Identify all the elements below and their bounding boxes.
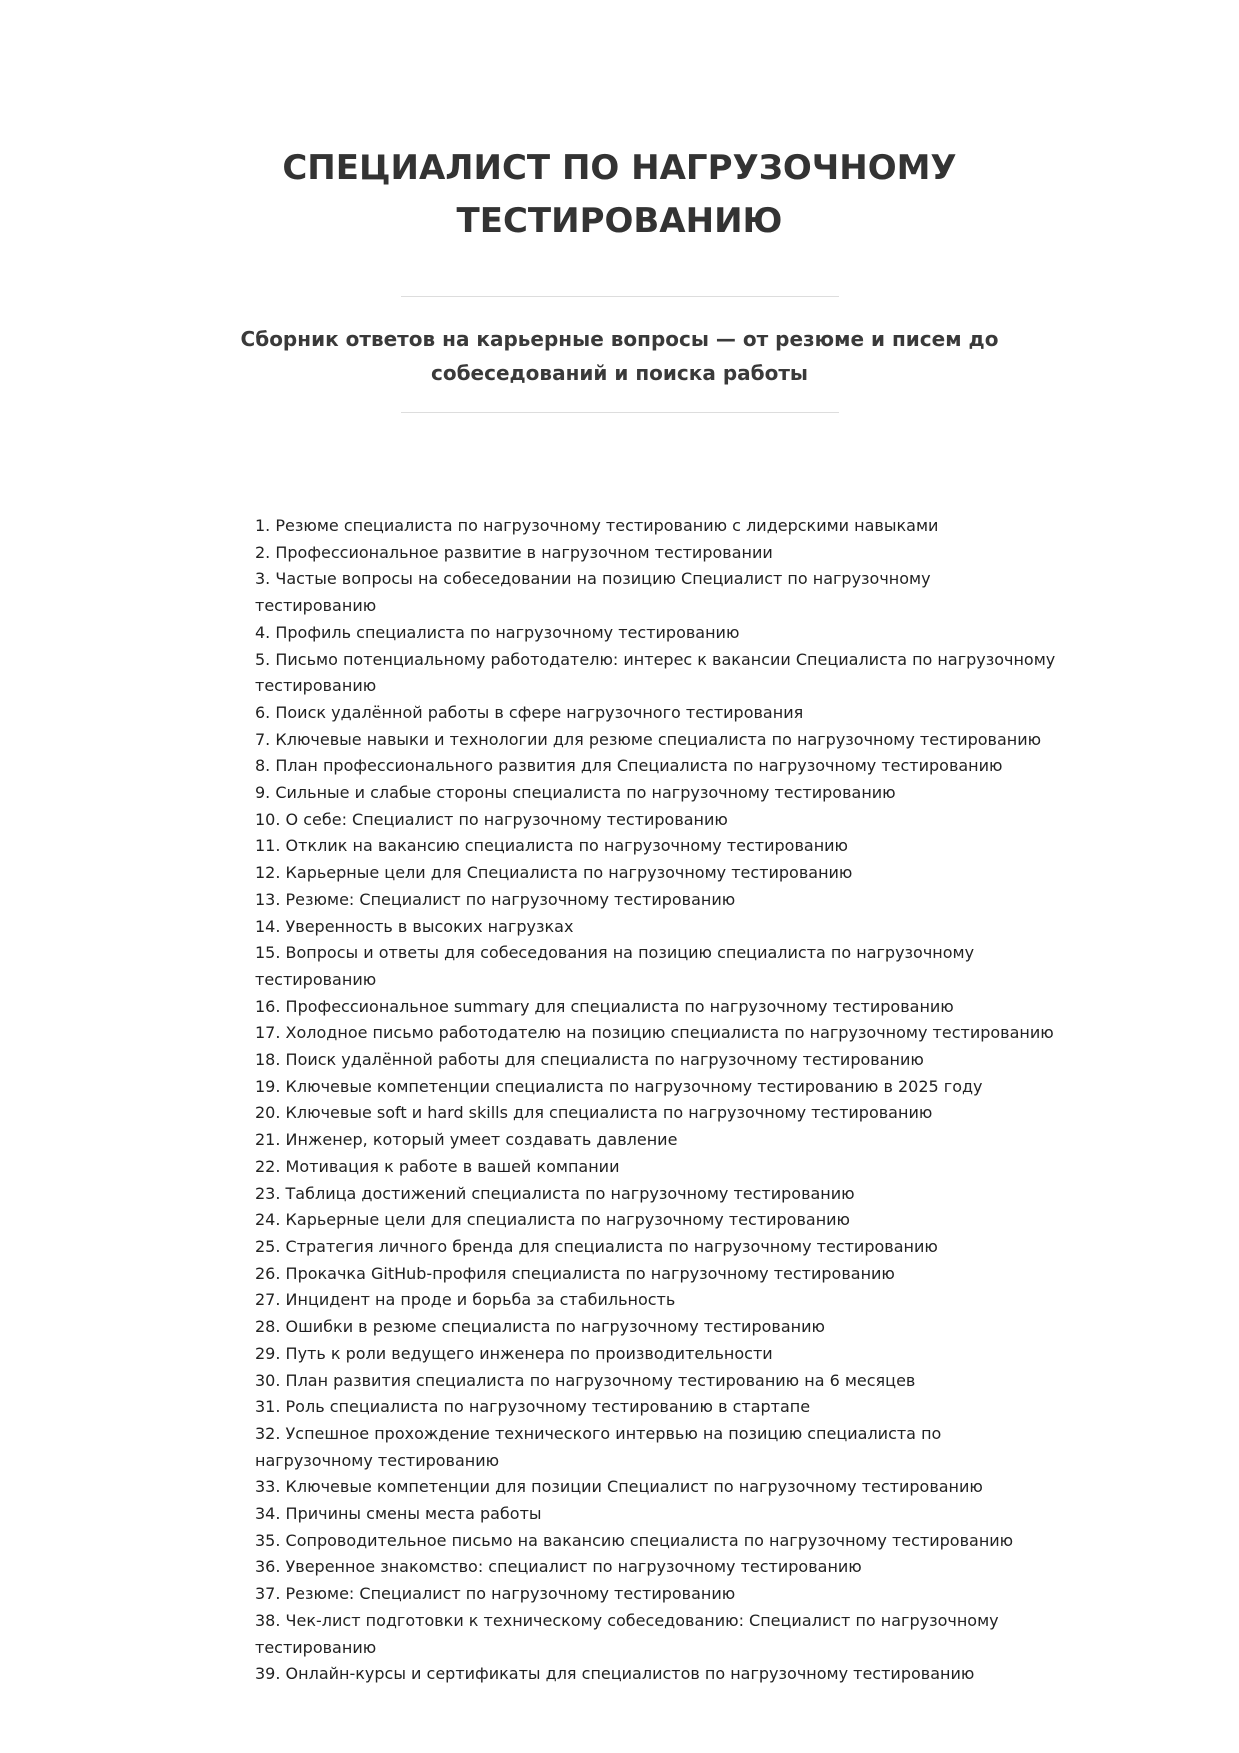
toc-item-line: 2. Профессиональное развитие в нагрузочном тестировании [255, 542, 773, 562]
toc-item-line: 39. Онлайн-курсы и сертификаты для специалистов по нагрузочному тестированию [255, 1664, 975, 1684]
toc-item-line: 10. О себе: Специалист по нагрузочному тестированию [255, 809, 728, 829]
toc-item-line: 37. Резюме: Специалист по нагрузочному тестированию [255, 1584, 736, 1604]
toc-item [255, 1207, 1000, 1234]
title-line-1: СПЕЦИАЛИСТ ПО НАГРУЗОЧНОМУ [282, 148, 957, 188]
toc-item-line: 16. Профессиональное summary для специалиста по нагрузочному тестированию [255, 996, 954, 1016]
toc-item [255, 1314, 1000, 1341]
top-divider [401, 296, 839, 297]
toc-item-line: 26. Прокачка GitHub-профиля специалиста по нагрузочному тестированию [255, 1263, 895, 1283]
toc-item-line: 30. План развития специалиста по нагрузочному тестированию на 6 месяцев [255, 1370, 916, 1390]
toc-item-line: 29. Путь к роли ведущего инженера по производительности [255, 1343, 773, 1363]
subtitle-line-1: Сборник ответов на карьерные вопросы — от резюме и писем до [240, 327, 999, 351]
toc-item-line: 1. Резюме специалиста по нагрузочному тестированию с лидерскими навыками [255, 516, 939, 535]
toc-item-line: 12. Карьерные цели для Специалиста по нагрузочному тестированию [255, 863, 853, 883]
toc-item-line: 15. Вопросы и ответы для собеседования на позицию специалиста по нагрузочному [255, 943, 975, 963]
toc-item [255, 914, 1000, 941]
toc-item-line: 36. Уверенное знакомство: специалист по нагрузочному тестированию [255, 1557, 862, 1577]
toc-item-line: 3. Частые вопросы на собеседовании на позицию Специалист по нагрузочному [255, 569, 931, 589]
toc-item [255, 647, 1056, 700]
toc-item-line: 22. Мотивация к работе в вашей компании [255, 1156, 620, 1176]
toc-item [255, 860, 1000, 887]
page-subtitle [0, 322, 1239, 390]
toc-item [255, 1020, 1054, 1047]
toc-item-line: 7. Ключевые навыки и технологии для резюме специалиста по нагрузочному тестированию [255, 729, 1042, 749]
toc-item [255, 540, 1000, 567]
toc-item [255, 1047, 1000, 1074]
toc-item [255, 1261, 1000, 1288]
toc-item-line: 32. Успешное прохождение технического интервью на позицию специалиста по [255, 1423, 942, 1443]
toc-item-line: 31. Роль специалиста по нагрузочному тестированию в стартапе [255, 1397, 811, 1417]
toc-item [255, 1341, 1000, 1368]
toc-item [255, 780, 1000, 807]
toc-item [255, 727, 1042, 754]
toc-item-line: 28. Ошибки в резюме специалиста по нагрузочному тестированию [255, 1317, 825, 1337]
toc-item [255, 940, 1000, 993]
toc-item-line: 17. Холодное письмо работодателю на позицию специалиста по нагрузочному тестированию [255, 1023, 1054, 1043]
toc-item-line: тестированию [255, 969, 377, 989]
toc-item [255, 1421, 1000, 1474]
toc-item-line: 19. Ключевые компетенции специалиста по нагрузочному тестированию в 2025 году [255, 1076, 983, 1096]
toc-item [255, 1608, 1000, 1661]
toc-item [255, 1181, 1000, 1208]
toc-item-line: тестированию [255, 676, 377, 696]
toc-item [255, 1234, 1000, 1261]
toc-item [255, 1154, 1000, 1181]
toc-item-line: 8. План профессионального развития для Специалиста по нагрузочному тестированию [255, 756, 1003, 776]
toc-item [255, 1394, 1000, 1421]
toc-item-line: 18. Поиск удалённой работы для специалиста по нагрузочному тестированию [255, 1050, 924, 1070]
toc-item [255, 1501, 1000, 1528]
toc-item-line: 4. Профиль специалиста по нагрузочному тестированию [255, 622, 740, 642]
bottom-divider [401, 412, 839, 413]
toc-item [255, 753, 1003, 780]
toc-item-line: 13. Резюме: Специалист по нагрузочному тестированию [255, 889, 736, 909]
toc-item [255, 1100, 1000, 1127]
subtitle-line-2: собеседований и поиска работы [430, 361, 809, 385]
toc-item-line: 27. Инцидент на проде и борьба за стабильность [255, 1290, 676, 1310]
toc-item-line: 35. Сопроводительное письмо на вакансию специалиста по нагрузочному тестированию [255, 1530, 1014, 1550]
toc-item [255, 1074, 1000, 1101]
toc-item-line: 5. Письмо потенциальному работодателю: интерес к вакансии Специалиста по нагрузочному [255, 649, 1056, 669]
toc-item-line: 23. Таблица достижений специалиста по нагрузочному тестированию [255, 1183, 855, 1203]
toc-item [255, 620, 1000, 647]
page-title [0, 142, 1239, 248]
toc-item [255, 1368, 1000, 1395]
toc-item-line: 14. Уверенность в высоких нагрузках [255, 916, 574, 936]
toc-item [255, 513, 1000, 540]
toc-item [255, 1127, 1000, 1154]
toc-item [255, 1528, 1014, 1555]
toc-item [255, 833, 1000, 860]
toc-item [255, 1661, 1000, 1688]
toc-item-line: 9. Сильные и слабые стороны специалиста по нагрузочному тестированию [255, 783, 896, 803]
toc-item [255, 1287, 1000, 1314]
toc-item-line: нагрузочному тестированию [255, 1450, 500, 1470]
toc-item [255, 700, 1000, 727]
toc-item-line: 38. Чек-лист подготовки к техническому собеседованию: Специалист по нагрузочному [255, 1610, 999, 1630]
toc-item-line: 33. Ключевые компетенции для позиции Специалист по нагрузочному тестированию [255, 1477, 983, 1497]
toc-item-line: 34. Причины смены места работы [255, 1504, 542, 1524]
toc-item [255, 1581, 1000, 1608]
toc-item-line: 11. Отклик на вакансию специалиста по нагрузочному тестированию [255, 836, 849, 856]
toc-item [255, 1554, 1000, 1581]
table-of-contents [255, 513, 1056, 1688]
toc-item [255, 994, 1000, 1021]
toc-item-line: 25. Стратегия личного бренда для специалиста по нагрузочному тестированию [255, 1236, 938, 1256]
toc-item-line: тестированию [255, 596, 377, 616]
toc-item-line: тестированию [255, 1637, 377, 1657]
toc-item [255, 1474, 1000, 1501]
toc-item-line: 24. Карьерные цели для специалиста по нагрузочному тестированию [255, 1210, 851, 1230]
toc-item [255, 887, 1000, 914]
toc-item [255, 807, 1000, 834]
toc-item-line: 20. Ключевые soft и hard skills для специалиста по нагрузочному тестированию [255, 1103, 933, 1123]
toc-item-line: 21. Инженер, который умеет создавать давление [255, 1130, 678, 1150]
toc-item [255, 566, 1000, 619]
toc-item-line: 6. Поиск удалённой работы в сфере нагрузочного тестирования [255, 702, 804, 722]
title-line-2: ТЕСТИРОВАНИЮ [456, 201, 783, 241]
